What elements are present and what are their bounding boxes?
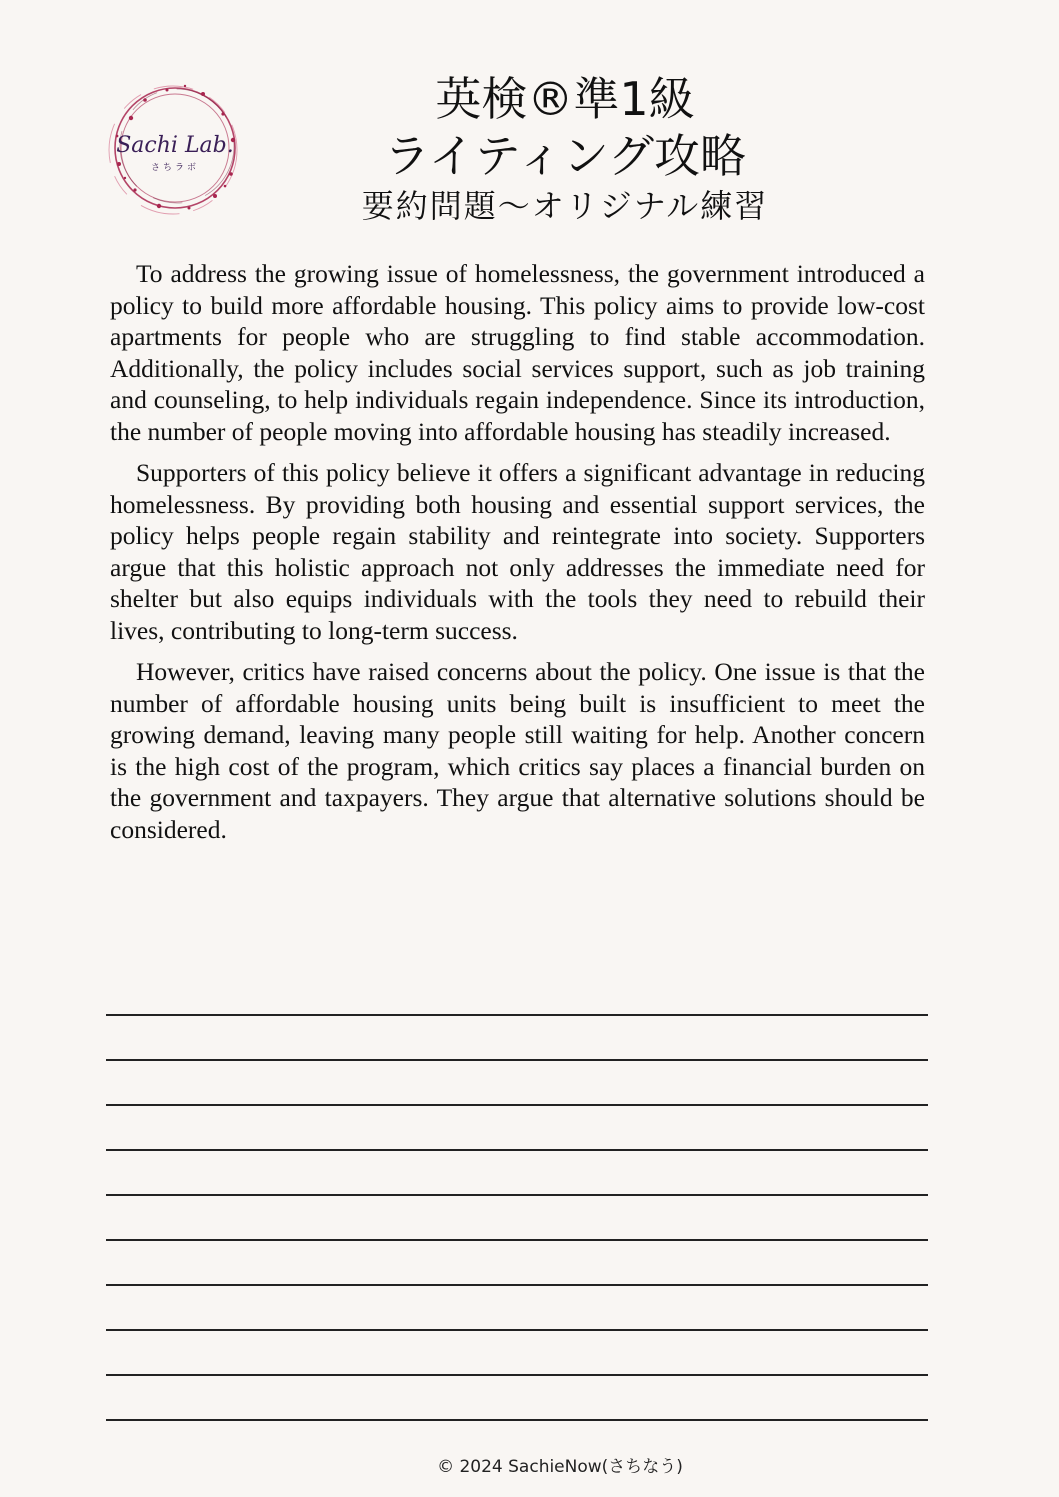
answer-line[interactable] (106, 1196, 928, 1241)
answer-line[interactable] (106, 1016, 928, 1061)
answer-line[interactable] (106, 1286, 928, 1331)
sachi-lab-logo (105, 78, 245, 218)
answer-line[interactable] (106, 1241, 928, 1286)
answer-line[interactable] (106, 1061, 928, 1106)
answer-line[interactable] (106, 1331, 928, 1376)
page-title-line1: 英検®準1級 (435, 72, 695, 126)
logo-subtext: さちラボ (150, 163, 200, 173)
page-subtitle: 要約問題～オリジナル練習 (361, 187, 769, 225)
reading-passage (110, 258, 925, 855)
passage-paragraph-2: Supporters of this policy believe it offers a significant advantage in reducing homelessness. By providing both housing and essential support services, the policy helps people regain stability and reintegrate into society. Supporters argue that this holistic approach not only addresses the immediate need for shelter but also equips individuals with the tools they need to rebuild their lives, contributing to long-term success. (110, 458, 925, 645)
answer-line[interactable] (106, 1106, 928, 1151)
answer-line[interactable] (106, 1151, 928, 1196)
answer-writing-area[interactable] (106, 1014, 928, 1421)
answer-line[interactable] (106, 1376, 928, 1421)
passage-paragraph-1: To address the growing issue of homelessness, the government introduced a policy to build more affordable housing. This policy aims to provide low-cost apartments for people who are struggling to find stable accommodation. Additionally, the policy includes social services support, such as job training and counseling, to help individuals regain independence. Since its introduction, the number of people moving into affordable housing has steadily increased. (110, 259, 925, 446)
logo-text: Sachi Lab. (116, 133, 234, 158)
passage-paragraph-3: However, critics have raised concerns about the policy. One issue is that the number of affordable housing units being built is insufficient to meet the growing demand, leaving many people still waiting for help. Another concern is the high cost of the program, which critics say places a financial burden on the government and taxpayers. They argue that alternative solutions should be considered. (110, 657, 925, 844)
header (260, 70, 870, 228)
copyright-footer: © 2024 SachieNow(さちなう) (437, 1457, 683, 1477)
page-title-line2: ライティング攻略 (383, 129, 747, 183)
